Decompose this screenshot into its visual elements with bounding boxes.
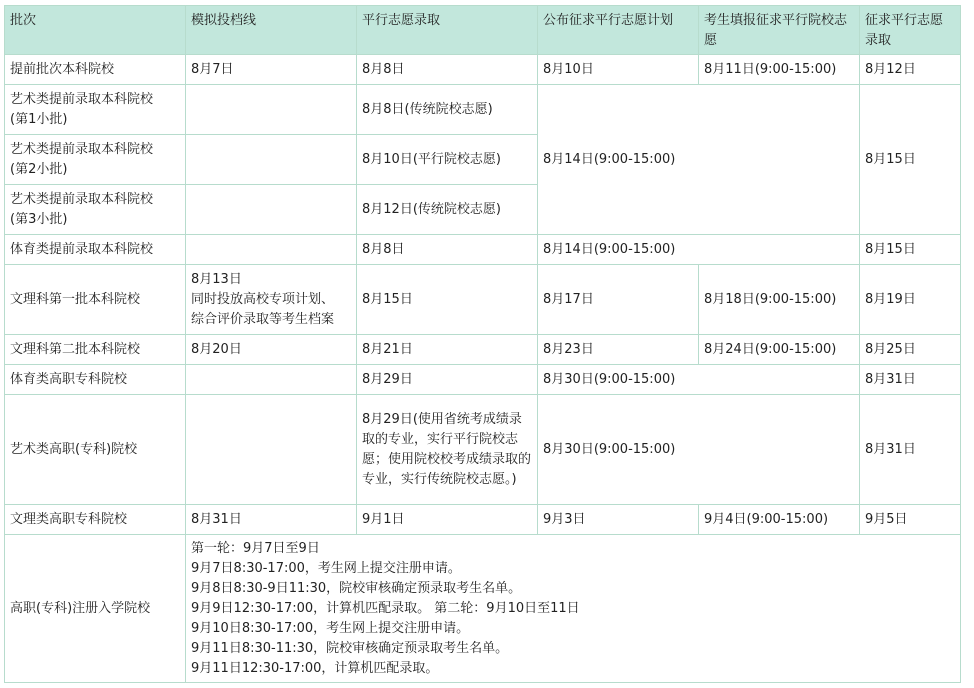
cell-fill: 8月24日(9:00-15:00)	[699, 335, 860, 365]
cell-sim	[186, 235, 357, 265]
table-row	[5, 535, 961, 683]
cell-fill: 9月4日(9:00-15:00)	[699, 505, 860, 535]
notes-line: 9月11日12:30-17:00，计算机匹配录取。	[191, 660, 439, 676]
table-row	[5, 335, 961, 365]
notes-line: 9月10日8:30-17:00，考生网上提交注册申请。	[191, 620, 470, 636]
cell-sim: 8月13日 同时投放高校专项计划、 综合评价录取等考生档案	[186, 265, 357, 335]
table-row	[5, 55, 961, 85]
cell-parallel: 8月10日(平行院校志愿)	[357, 135, 538, 185]
cell-solicit: 9月5日	[860, 505, 961, 535]
cell-batch: 艺术类提前录取本科院校 (第1小批)	[5, 85, 186, 135]
cell-publish-fill-merged: 8月30日(9:00-15:00)	[538, 365, 860, 395]
table-row	[5, 265, 961, 335]
cell-solicit-merged: 8月15日	[860, 85, 961, 235]
cell-publish-fill-merged: 8月14日(9:00-15:00)	[538, 85, 860, 235]
header-publish-plan: 公布征求平行志愿计划	[538, 6, 699, 55]
cell-registration-notes	[186, 535, 961, 683]
table-row	[5, 365, 961, 395]
cell-parallel: 9月1日	[357, 505, 538, 535]
admission-schedule-table	[4, 5, 961, 683]
cell-publish-fill-merged: 8月14日(9:00-15:00)	[538, 235, 860, 265]
header-batch: 批次	[5, 6, 186, 55]
cell-batch: 体育类提前录取本科院校	[5, 235, 186, 265]
cell-sim	[186, 85, 357, 135]
cell-solicit: 8月31日	[860, 365, 961, 395]
header-row	[5, 6, 961, 55]
table-row	[5, 235, 961, 265]
table-row	[5, 505, 961, 535]
notes-line: 9月11日8:30-11:30，院校审核确定预录取考生名单。	[191, 640, 509, 656]
cell-publish: 8月23日	[538, 335, 699, 365]
cell-parallel: 8月21日	[357, 335, 538, 365]
cell-batch: 文理类高职专科院校	[5, 505, 186, 535]
cell-sim	[186, 185, 357, 235]
cell-sim: 8月20日	[186, 335, 357, 365]
cell-sim: 8月31日	[186, 505, 357, 535]
cell-parallel: 8月8日	[357, 235, 538, 265]
cell-parallel: 8月8日	[357, 55, 538, 85]
notes-line: 9月9日12:30-17:00，计算机匹配录取。 第二轮：9月10日至11日	[191, 600, 580, 616]
cell-publish: 8月17日	[538, 265, 699, 335]
cell-parallel: 8月8日(传统院校志愿)	[357, 85, 538, 135]
cell-publish: 9月3日	[538, 505, 699, 535]
cell-parallel: 8月29日	[357, 365, 538, 395]
cell-solicit: 8月19日	[860, 265, 961, 335]
cell-solicit: 8月31日	[860, 395, 961, 505]
notes-line: 9月8日8:30-9日11:30，院校审核确定预录取考生名单。	[191, 580, 522, 596]
cell-solicit: 8月12日	[860, 55, 961, 85]
cell-sim	[186, 395, 357, 505]
cell-batch: 体育类高职专科院校	[5, 365, 186, 395]
cell-parallel: 8月15日	[357, 265, 538, 335]
cell-fill: 8月18日(9:00-15:00)	[699, 265, 860, 335]
header-parallel-admission: 平行志愿录取	[357, 6, 538, 55]
cell-parallel: 8月12日(传统院校志愿)	[357, 185, 538, 235]
cell-fill: 8月11日(9:00-15:00)	[699, 55, 860, 85]
cell-publish: 8月10日	[538, 55, 699, 85]
notes-line: 9月7日8:30-17:00，考生网上提交注册申请。	[191, 560, 461, 576]
cell-batch: 艺术类提前录取本科院校 (第3小批)	[5, 185, 186, 235]
notes-line: 第一轮：9月7日至9日	[191, 540, 320, 556]
cell-batch: 艺术类高职(专科)院校	[5, 395, 186, 505]
cell-batch: 高职(专科)注册入学院校	[5, 535, 186, 683]
cell-sim: 8月7日	[186, 55, 357, 85]
table-row	[5, 395, 961, 505]
header-fill-solicit: 考生填报征求平行院校志愿	[699, 6, 860, 55]
cell-batch: 文理科第一批本科院校	[5, 265, 186, 335]
header-solicit-admission: 征求平行志愿录取	[860, 6, 961, 55]
table-row	[5, 85, 961, 135]
cell-batch: 文理科第二批本科院校	[5, 335, 186, 365]
cell-publish-fill-merged: 8月30日(9:00-15:00)	[538, 395, 860, 505]
cell-sim	[186, 365, 357, 395]
cell-batch: 艺术类提前录取本科院校 (第2小批)	[5, 135, 186, 185]
cell-sim	[186, 135, 357, 185]
cell-solicit: 8月15日	[860, 235, 961, 265]
cell-parallel: 8月29日(使用省统考成绩录取的专业，实行平行院校志愿；使用院校校考成绩录取的专业，实行传统院校志愿。)	[357, 395, 538, 505]
cell-solicit: 8月25日	[860, 335, 961, 365]
header-simulated-line: 模拟投档线	[186, 6, 357, 55]
cell-batch: 提前批次本科院校	[5, 55, 186, 85]
